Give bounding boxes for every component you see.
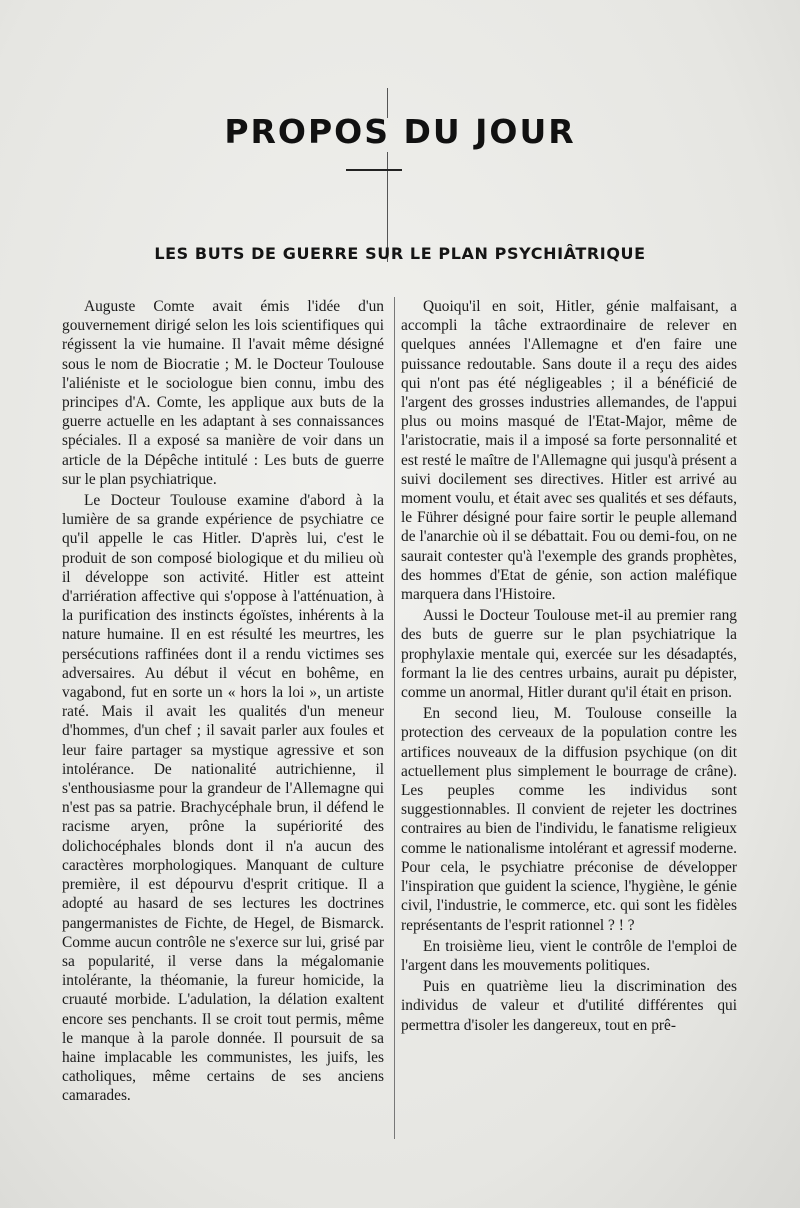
column-divider	[394, 297, 395, 1139]
page-title: PROPOS DU JOUR	[224, 112, 576, 151]
right-column	[401, 297, 737, 1035]
article-subtitle: LES BUTS DE GUERRE SUR LE PLAN PSYCHIÂTRIQUE	[154, 244, 646, 263]
right-paragraph-3: En second lieu, M. Toulouse conseille la protection des cerveaux de la population contre les artifices nouveaux de la diffusion psychique (on dit actuellement plus simplement le bourrage de crâne). Les peuples comme les individus sont suggestionnables. Il convient de rejeter les doctrines contraires au bien de l'individu, le fanatisme religieux comme le nationalisme intolérant et agressif moderne. Pour cela, le psychiatre préconise de développer l'inspiration que guident la science, l'hygiène, le génie civil, l'industrie, le commerce, etc. qui sont les fidèles représentants de l'esprit rationnel ? ! ?	[401, 705, 737, 934]
right-paragraph-2: Aussi le Docteur Toulouse met-il au premier rang des buts de guerre sur le plan psychiatrique la prophylaxie mentale qui, exercée sur les désadaptés, formant la lie des centres urbains, aurait pu dépister, comme un anormal, Hitler durant qu'il était en prison.	[401, 607, 737, 702]
left-paragraph-2: Le Docteur Toulouse examine d'abord à la lumière de sa grande expérience de psychiatre ce qu'il appelle le cas Hitler. D'après lui, c'est le produit de son composé biologique et du milieu où il développe son activité. Hitler est atteint d'arriération affective qui s'oppose à l'atténuation, à la purification des instincts égoïstes, inhérents à la nature humaine. Il en est résulté les meurtres, les persécutions raffinées dont il a rendu victimes ses adversaires. Au début il vécut en bohême, en vagabond, fut en sorte un « hors la loi », un artiste raté. Mais il avait les qualités d'un meneur d'hommes, d'un chef ; il savait parler aux foules et leur faire partager sa mystique agressive et son intolérance. De nationalité autrichienne, il s'enthousiasme pour la grandeur de l'Allemagne qui n'est pas sa patrie. Brachycéphale brun, il défend le racisme aryen, prône la supériorité des dolichocéphales blonds dont il n'a aucun des caractères morphologiques. Manquant de culture première, il est dépourvu d'esprit critique. Il a adopté au hasard de ses lectures les doctrines pangermanistes de Fichte, de Hegel, de Bismarck. Comme aucun contrôle ne s'exerce sur lui, grisé par sa popularité, il verse dans la mégalomanie intolérante, la théomanie, la fureur homicide, la cruauté morbide. L'adulation, la délation exaltent encore ses penchants. Il se croit tout permis, même le manque à la parole donnée. Il poursuit de sa haine implacable les communistes, les juifs, les catholiques, même certains de ses anciens camarades.	[62, 492, 384, 1105]
title-rule	[346, 169, 402, 171]
right-paragraph-1: Quoiqu'il en soit, Hitler, génie malfaisant, a accompli la tâche extraordinaire de relever en quelques années l'Allemagne et d'en faire une puissance redoutable. Sans doute il a reçu des aides qui n'ont pas été négligeables ; il a bénéficié de l'argent des grosses industries allemandes, de l'appui plus ou moins masqué de l'Etat-Major, même de l'aristocratie, mais il a imposé sa forte personnalité et est resté le maître de l'Allemagne qui jusqu'à présent a suivi docilement ses directives. Hitler est arrivé au moment voulu, et était avec ses qualités et ses défauts, le Führer désigné pour faire sortir le peuple allemand de l'anarchie où il se débattait. Fou ou demi-fou, on ne saurait contester qu'à l'exemple des grands prophètes, des hommes d'Etat de génie, son action maléfique marquera dans l'Histoire.	[401, 298, 737, 604]
left-column	[62, 297, 384, 1106]
right-paragraph-5: Puis en quatrième lieu la discrimination des individus de valeur et d'utilité différentes qui permettra d'isoler les dangereux, tout en prê-	[401, 978, 737, 1034]
right-paragraph-4: En troisième lieu, vient le contrôle de l'emploi de l'argent dans les mouvements politiques.	[401, 937, 737, 974]
left-paragraph-1: Auguste Comte avait émis l'idée d'un gouvernement dirigé selon les lois scientifiques qui régissent la vie humaine. Il l'avait même désigné sous le nom de Biocratie ; M. le Docteur Toulouse l'aliéniste et le sociologue bien connu, imbu des principes d'A. Comte, les applique aux buts de la guerre actuelle en les adaptant à ses connaissances spéciales. Il a exposé sa manière de voir dans un article de la Dépêche intitulé : Les buts de guerre sur le plan psychiatrique.	[62, 298, 384, 488]
